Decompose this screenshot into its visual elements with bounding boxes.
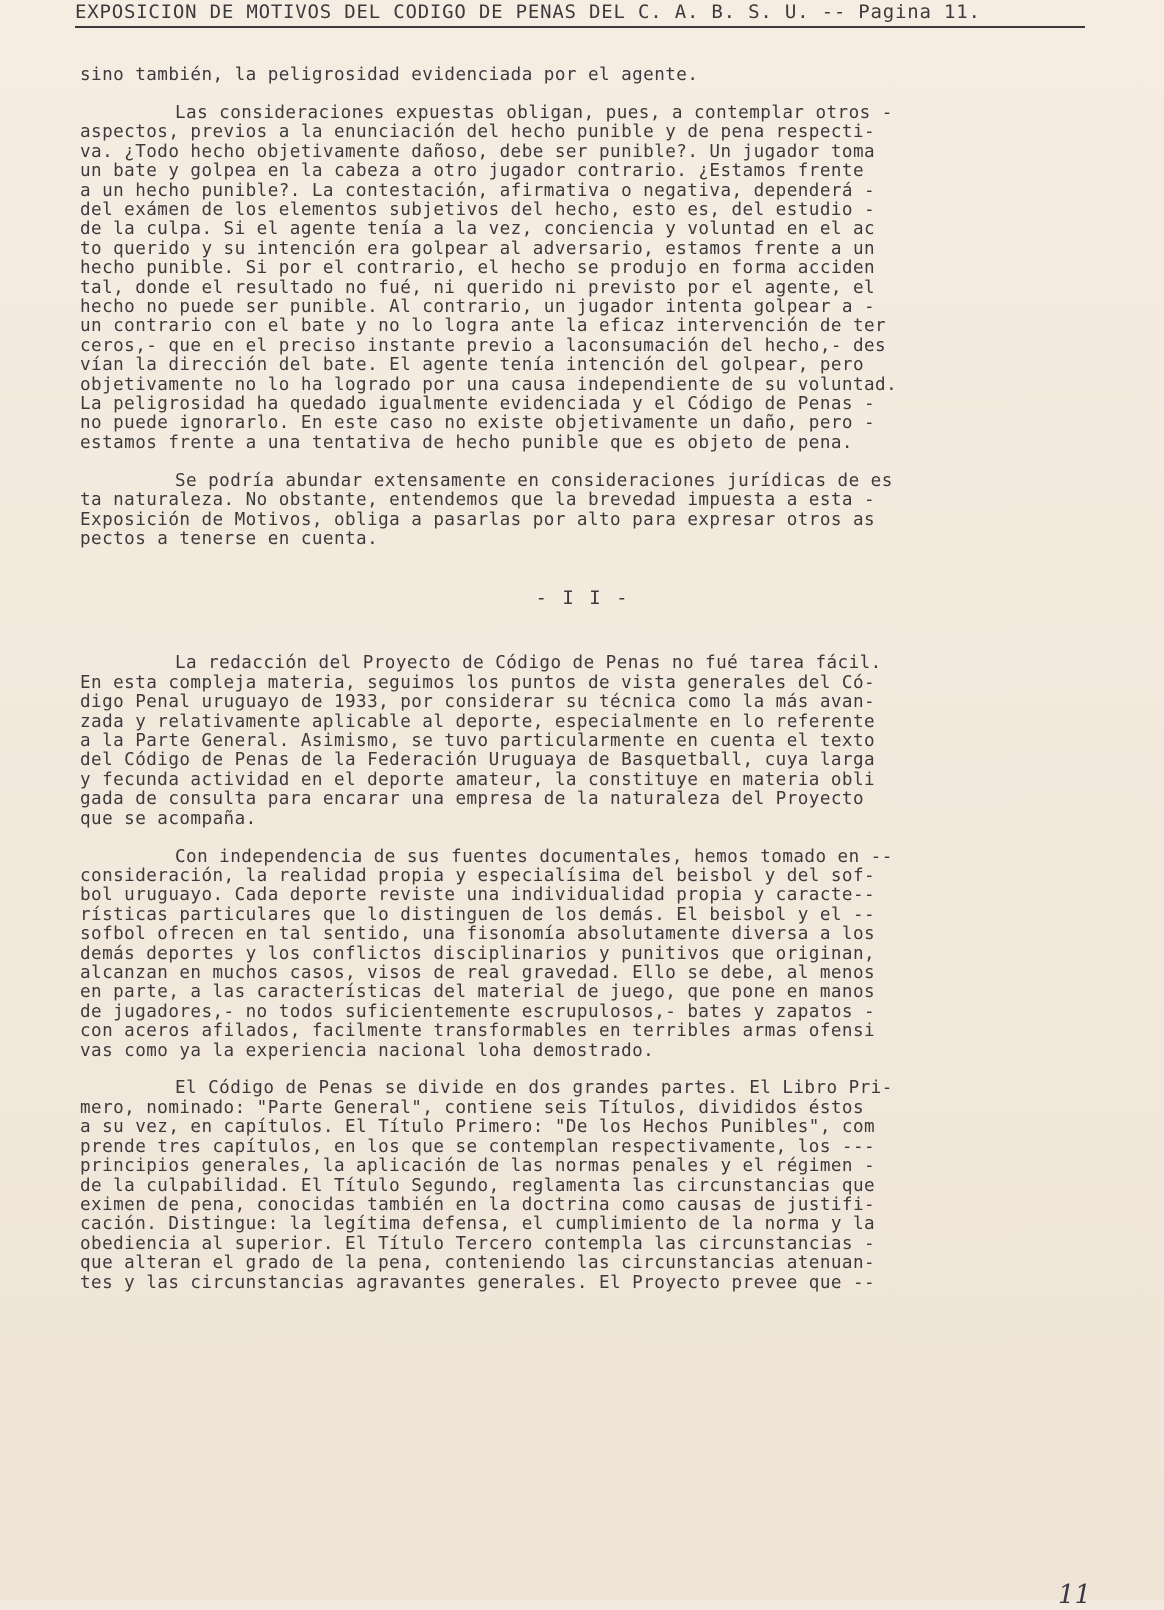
text-line: principios generales, la aplicación de las normas penales y el régimen - <box>80 1156 876 1177</box>
document-body <box>80 66 1085 1293</box>
text-line: En esta compleja materia, seguimos los puntos de vista generales del Có- <box>80 672 876 693</box>
paragraph-gap <box>80 85 1085 104</box>
text-line: El Código de Penas se divide en dos grandes partes. El Libro Pri- <box>175 1078 893 1099</box>
text-line: a un hecho punible?. La contestación, afirmativa o negativa, dependerá - <box>80 180 876 201</box>
text-line: Se podría abundar extensamente en consideraciones jurídicas de es <box>175 470 893 491</box>
text-line: La redacción del Proyecto de Código de Penas no fué tarea fácil. <box>175 653 882 674</box>
text-line: digo Penal uruguayo de 1933, por considerar su técnica como la más avan- <box>80 692 876 713</box>
text-line: vas como ya la experiencia nacional loha demostrado. <box>80 1040 655 1061</box>
text-line: objetivamente no lo ha logrado por una causa independiente de su voluntad. <box>80 374 898 395</box>
text-line: en parte, a las características del material de juego, que pone en manos <box>80 982 876 1003</box>
text-line: de jugadores,- no todos suficientemente escrupulosos,- bates y zapatos - <box>80 1001 876 1022</box>
text-line: vían la dirección del bate. El agente tenía intención del golpear, pero <box>80 355 865 376</box>
text-line: prende tres capítulos, en los que se contemplan respectivamente, los --- <box>80 1136 876 1157</box>
paragraph <box>80 654 1085 829</box>
text-line: Con independencia de sus fuentes documentales, hemos tomado en -- <box>175 846 893 867</box>
text-line: ta naturaleza. No obstante, entendemos que la brevedad impuesta a esta - <box>80 490 876 511</box>
text-line: gada de consulta para encarar una empresa de la naturaleza del Proyecto <box>80 789 865 810</box>
text-line: de la culpabilidad. El Título Segundo, reglamenta las circunstancias que <box>80 1175 876 1196</box>
text-line: eximen de pena, conocidas también en la doctrina como causas de justifi- <box>80 1194 876 1215</box>
text-line: va. ¿Todo hecho objetivamente dañoso, debe ser punible?. Un jugador toma <box>80 141 876 162</box>
text-line: con aceros afilados, facilmente transformables en terribles armas ofensi <box>80 1021 876 1042</box>
text-line: que alteran el grado de la pena, conteniendo las circunstancias atenuan- <box>80 1253 876 1274</box>
text-line: estamos frente a una tentativa de hecho punible que es objeto de pena. <box>80 432 853 453</box>
text-line: zada y relativamente aplicable al deporte, especialmente en lo referente <box>80 711 876 732</box>
text-line: hecho punible. Si por el contrario, el hecho se produjo en forma acciden <box>80 258 876 279</box>
text-line: sino también, la peligrosidad evidenciada por el agente. <box>80 65 699 85</box>
section-one-text <box>80 66 1085 549</box>
text-line: tal, donde el resultado no fué, ni querido ni previsto por el agente, el <box>80 277 876 298</box>
text-line: consideración, la realidad propia y especialísima del beisbol y del sof- <box>80 865 876 886</box>
text-line: Las consideraciones expuestas obligan, pues, a contemplar otros - <box>175 102 893 123</box>
text-line: alcanzan en muchos casos, visos de real gravedad. Ello se debe, al menos <box>80 962 876 983</box>
text-line: bol uruguayo. Cada deporte reviste una individualidad propia y caracte-- <box>80 885 876 906</box>
section-two-text <box>80 654 1085 1293</box>
text-line: obediencia al superior. El Título Tercero contempla las circunstancias - <box>80 1233 876 1254</box>
text-line: del exámen de los elementos subjetivos del hecho, esto es, del estudio - <box>80 199 876 220</box>
text-line: rísticas particulares que lo distinguen de los demás. El beisbol y el -- <box>80 904 876 925</box>
text-line: sofbol ofrecen en tal sentido, una fisonomía absolutamente diversa a los <box>80 924 876 945</box>
text-line: cación. Distingue: la legítima defensa, el cumplimiento de la norma y la <box>80 1214 876 1235</box>
paragraph-gap <box>80 829 1085 848</box>
paragraph-gap <box>80 1061 1085 1080</box>
text-line: La peligrosidad ha quedado igualmente evidenciada y el Código de Penas - <box>80 394 876 414</box>
paragraph <box>80 472 1085 550</box>
text-line: y fecunda actividad en el deporte amateur, la constituye en materia obli <box>80 769 876 790</box>
paragraph <box>80 1079 1085 1292</box>
handwritten-folio-mark: 11 <box>1058 1580 1092 1610</box>
section-heading: - I I - <box>535 587 630 610</box>
text-line: ceros,- que en el preciso instante previo a laconsumación del hecho,- des <box>80 335 887 356</box>
text-line: a su vez, en capítulos. El Título Primero: "De los Hechos Punibles", com <box>80 1117 876 1138</box>
text-line: a la Parte General. Asimismo, se tuvo particularmente en cuenta el texto <box>80 730 876 751</box>
text-line: del Código de Penas de la Federación Uruguaya de Basquetball, cuya larga <box>80 750 876 771</box>
page-header: EXPOSICION DE MOTIVOS DEL CODIGO DE PENAS DEL C. A. B. S. U. -- Pagina 11. <box>75 0 1085 28</box>
paragraph-gap <box>80 453 1085 472</box>
text-line: un contrario con el bate y no lo logra ante la eficaz intervención de ter <box>80 316 887 337</box>
text-line: que se acompaña. <box>80 808 257 829</box>
text-line: to querido y su intención era golpear al adversario, estamos frente a un <box>80 238 876 259</box>
paragraph <box>80 104 1085 453</box>
text-line: no puede ignorarlo. En este caso no existe objetivamente un daño, pero - <box>80 413 876 434</box>
text-line: pectos a tenerse en cuenta. <box>80 528 379 549</box>
text-line: demás deportes y los conflictos disciplinarios y punitivos que originan, <box>80 943 876 964</box>
text-line: hecho no puede ser punible. Al contrario, un jugador intenta golpear a - <box>80 296 876 317</box>
paragraph <box>80 66 1085 85</box>
text-line: tes y las circunstancias agravantes generales. El Proyecto prevee que -- <box>80 1272 876 1293</box>
text-line: aspectos, previos a la enunciación del hecho punible y de pena respecti- <box>80 122 876 143</box>
text-line: un bate y golpea en la cabeza a otro jugador contrario. ¿Estamos frente <box>80 161 865 182</box>
text-line: mero, nominado: "Parte General", contiene seis Títulos, divididos éstos <box>80 1097 865 1118</box>
text-line: de la culpa. Si el agente tenía a la vez, conciencia y voluntad en el ac <box>80 219 876 240</box>
paragraph <box>80 848 1085 1061</box>
text-line: Exposición de Motivos, obliga a pasarlas por alto para expresar otros as <box>80 509 876 530</box>
